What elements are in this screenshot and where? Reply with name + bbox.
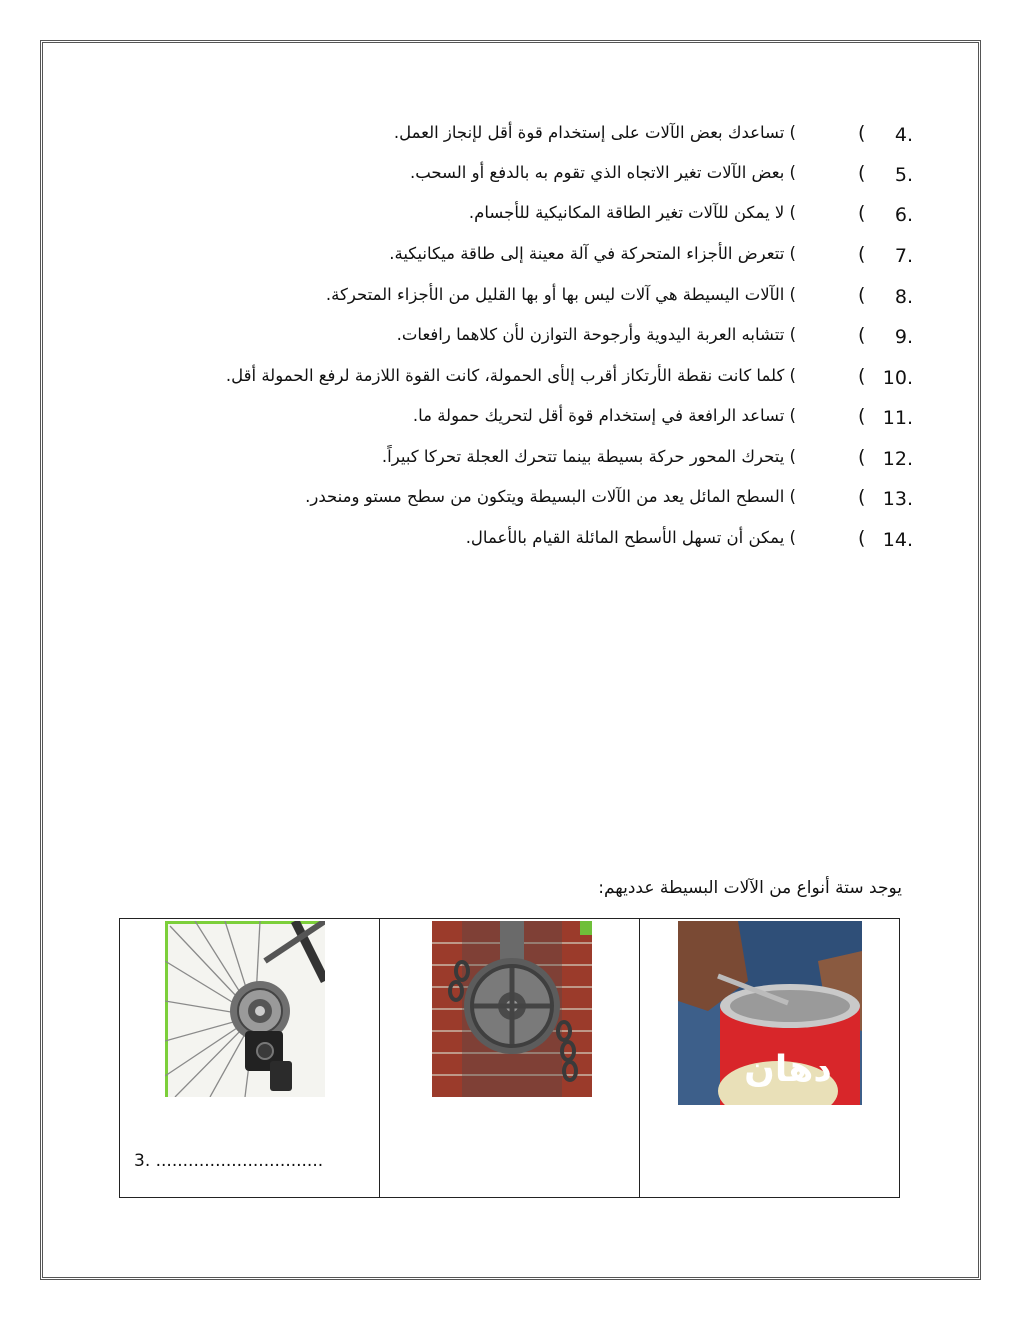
question-number: 9. [894,326,913,348]
question-row [0,403,1020,437]
answer-blank[interactable]: 3. ............................... [134,1151,324,1171]
question-number: 6. [894,204,913,226]
answer-bracket[interactable]: ( [858,527,866,549]
question-number: 12. [882,448,913,470]
answer-bracket[interactable]: ( [858,243,866,265]
paint-can-label: دهان [744,1049,832,1090]
question-number: 8. [894,286,913,308]
answer-bracket[interactable]: ( [858,162,866,184]
question-number: 13. [882,488,913,510]
question-row [0,525,1020,559]
question-number: 7. [894,245,913,267]
table-cell-pulley [380,919,640,1197]
section-intro: يوجد ستة أنواع من الآلات البسيطة عدديهم: [598,878,902,898]
question-row [0,363,1020,397]
question-number: 10. [882,367,913,389]
simple-machines-table [119,918,900,1198]
question-text: ) تساعد الرافعة في إستخدام قوة أقل لتحريك حمولة ما. [412,406,796,425]
table-cell-paint-can [640,919,899,1197]
question-number: 14. [882,529,913,551]
question-row [0,160,1020,194]
true-false-questions [0,0,1020,600]
question-number: 5. [894,164,913,186]
question-row [0,200,1020,234]
question-row [0,444,1020,478]
bicycle-gear-photo [165,921,325,1097]
question-text: ) السطح المائل يعد من الآلات البسيطة ويتكون من سطح مستو ومنحدر. [305,487,796,506]
answer-bracket[interactable]: ( [858,122,866,144]
question-row [0,241,1020,275]
answer-bracket[interactable]: ( [858,324,866,346]
paint-can-lever-photo [678,921,862,1105]
question-text: ) يمكن أن تسهل الأسطح المائلة القيام بالأعمال. [465,528,796,547]
question-text: ) يتحرك المحور حركة بسيطة بينما تتحرك العجلة تحركا كبيراً. [381,447,796,466]
answer-bracket[interactable]: ( [858,486,866,508]
question-text: ) كلما كانت نقطة الأرتكاز أقرب إلأى الحمولة، كانت القوة اللازمة لرفع الحمولة أقل. [225,366,796,385]
table-cell-bicycle [120,919,380,1197]
answer-bracket[interactable]: ( [858,446,866,468]
question-row [0,484,1020,518]
question-number: 11. [882,407,913,429]
answer-bracket[interactable]: ( [858,284,866,306]
question-row [0,322,1020,356]
question-text: ) الآلات اليسيطة هي آلات ليس بها أو بها القليل من الأجزاء المتحركة. [325,285,796,304]
question-text: ) تساعدك بعض الآلات على إستخدام قوة أقل لإنجاز العمل. [393,123,796,142]
question-text: ) لا يمكن للآلات تغير الطاقة المكانيكية للأجسام. [468,203,796,222]
question-row [0,120,1020,154]
answer-bracket[interactable]: ( [858,405,866,427]
answer-bracket[interactable]: ( [858,202,866,224]
pulley-photo [432,921,592,1097]
question-text: ) تتعرض الأجزاء المتحركة في آلة معينة إلى طاقة ميكانيكية. [389,244,796,263]
question-row [0,282,1020,316]
question-number: 4. [894,124,913,146]
question-text: ) تتشابه العربة اليدوية وأرجوحة التوازن لأن كلاهما رافعات. [396,325,796,344]
answer-bracket[interactable]: ( [858,365,866,387]
question-text: ) بعض الآلات تغير الاتجاه الذي تقوم به بالدفع أو السحب. [409,163,796,182]
